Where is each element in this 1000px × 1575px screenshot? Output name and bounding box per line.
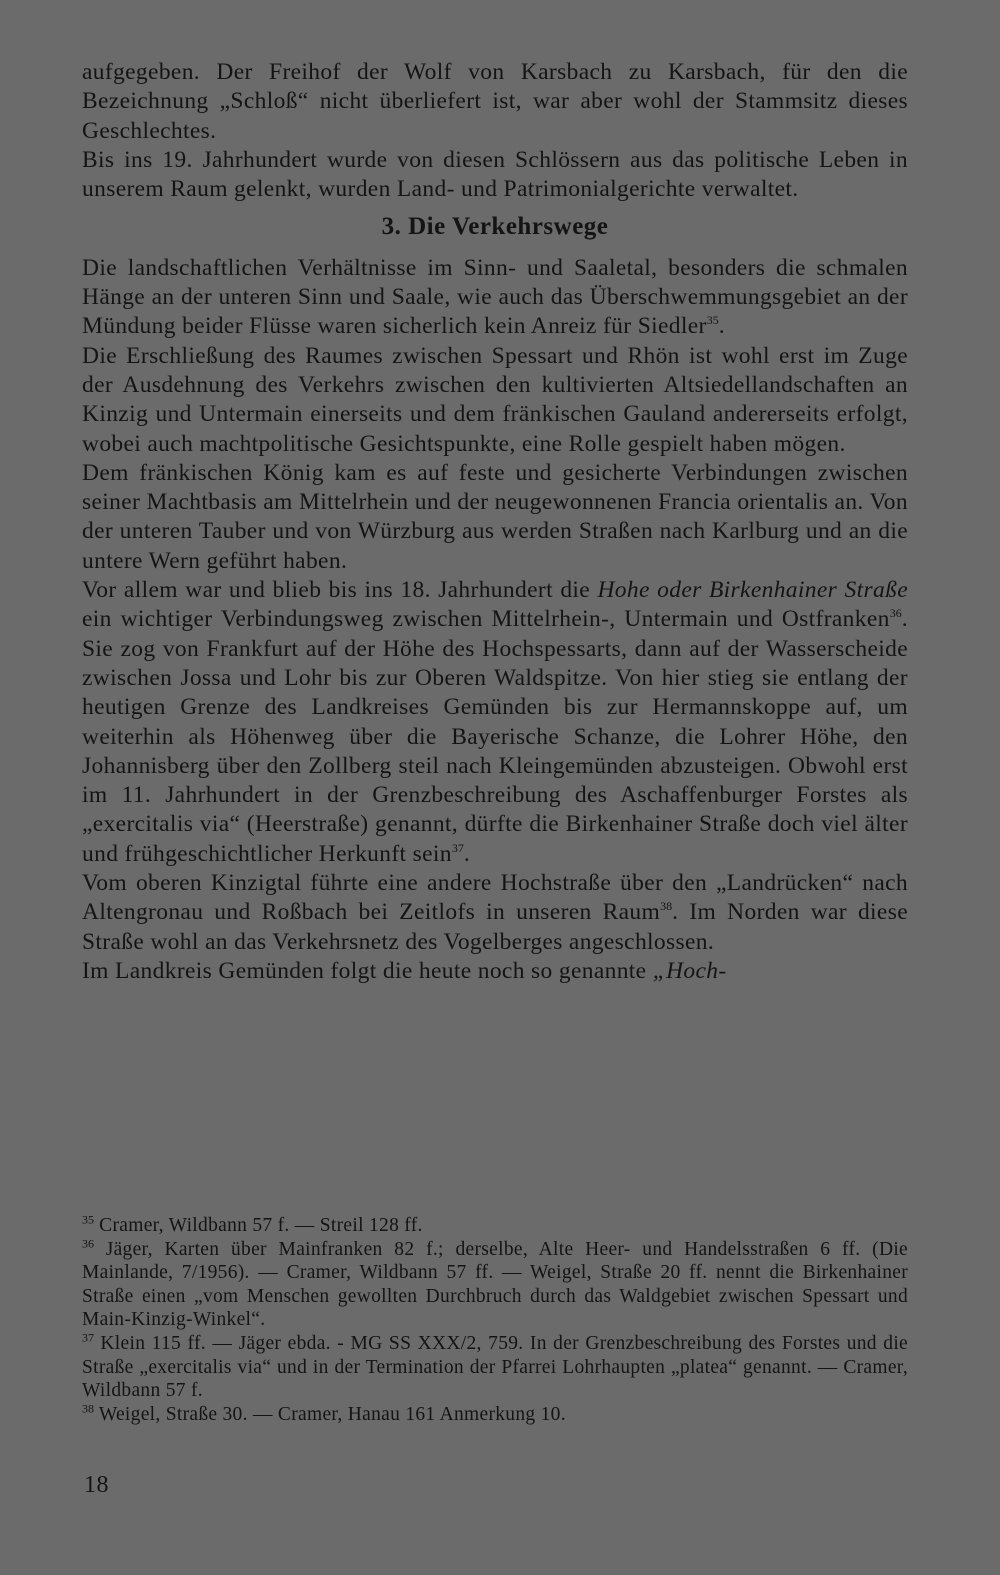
paragraph-text: . Im Norden war diese Straße wohl an das Verkehrsnetz des Vogelberges angeschlossen. [82, 899, 908, 955]
footnote [82, 1403, 908, 1427]
footnote-text: Cramer, Wildbann 57 f. — Streil 128 ff. [94, 1215, 423, 1236]
footnote-ref: 35 [706, 313, 719, 328]
paragraph [82, 576, 908, 869]
footnote [82, 1238, 908, 1332]
paragraph-text: aufgegeben. Der Freihof der Wolf von Karsbach zu Karsbach, für den die Bezeichnung „Schloß“ nicht überliefert ist, war aber wohl der Stammsitz dieses Geschlechtes. [82, 59, 908, 144]
footnote-text: Weigel, Straße 30. — Cramer, Hanau 161 Anmerkung 10. [94, 1403, 566, 1425]
paragraph-text: Vom oberen Kinzigtal führte eine andere Hochstraße über den „Landrücken“ nach Altengronau und Roßbach bei Zeitlofs in unseren Raum [82, 870, 908, 926]
paragraph [82, 869, 908, 957]
paragraph-text: Die landschaftlichen Verhältnisse im Sinn- und Saaletal, besonders die schmalen Hänge an der unteren Sinn und Saale, wie auch das Überschwemmungsgebiet an der Mündung beider Flüsse waren sicherlich kein Anreiz für Siedler [82, 254, 908, 340]
paragraph-text: Vor allem war und blieb bis ins 18. Jahrhundert die [82, 577, 598, 604]
italic-term: Hohe oder Birkenhainer Straße [597, 577, 908, 604]
paragraph-text: Dem fränkischen König kam es auf feste und gesicherte Verbindungen zwischen seiner Machtbasis am Mittelrhein und der neugewonnenen Francia orientalis an. Von der unteren Tauber und von Würzburg aus werden Straßen nach Karlburg und an die untere Wern geführt haben. [82, 459, 908, 574]
footnote-ref: 36 [889, 606, 902, 621]
footnote-text: Klein 115 ff. — Jäger ebda. - MG SS XXX/2, 759. In der Grenzbeschreibung des Forstes und die Straße „exercitalis via“ und in der Termination der Pfarrei Lohrhaupten „platea“ genannt. — Cramer, Wildbann 57 f. [82, 1332, 908, 1402]
paragraph [82, 342, 908, 459]
section-heading: 3. Die Verkehrswege [381, 213, 609, 241]
paragraph-text: Bis ins 19. Jahrhundert wurde von diesen Schlössern aus das politische Leben in unserem Raum gelenkt, wurden Land- und Patrimonialgerichte verwaltet. [82, 146, 908, 203]
paragraph-text: . Sie zog von Frankfurt auf der Höhe des Hochspessarts, dann auf der Wasserscheide zwischen Jossa und Lohr bis zur Oberen Waldspitze. Von hier stieg sie entlang der heutigen Grenze des Landkreises Gemünden bis zur Hermannskoppe auf, um weiterhin als Höhenweg über die Bayerische Schanze, die Lohrer Höhe, den Johannisberg über den Zollberg steil nach Kleingemünden abzusteigen. Obwohl erst im 11. Jahrhundert in der Grenzbeschreibung des Aschaffenburger Forstes als „exercitalis via“ (Heerstraße) genannt, dürfte die Birkenhainer Straße doch viel älter und frühgeschichtlicher Herkunft sein [82, 606, 908, 867]
paragraph-text: . [463, 840, 471, 867]
paragraph [82, 146, 908, 205]
footnote-number: 38 [82, 1401, 94, 1416]
body-text [82, 58, 908, 986]
paragraph-text: ein wichtiger Verbindungsweg zwischen Mittelrhein-, Untermain und Ostfranken [82, 606, 890, 633]
footnotes [82, 1214, 908, 1426]
footnote-ref: 37 [451, 840, 464, 855]
footnote-ref: 38 [660, 899, 673, 914]
italic-term: „Hoch- [652, 957, 727, 984]
footnote [82, 1214, 908, 1238]
paragraph-text: Im Landkreis Gemünden folgt die heute noch so genannte [82, 957, 653, 984]
paragraph [82, 957, 908, 986]
paragraph-text: . [718, 313, 725, 340]
footnote-text: Jäger, Karten über Mainfranken 82 f.; derselbe, Alte Heer- und Handelsstraßen 6 ff. (Die Mainlande, 7/1956). — Cramer, Wildbann 57 ff. — Weigel, Straße 20 ff. nennt die Birkenhainer Straße einen „vom Menschen gewollten Durchbruch durch das Waldgebiet zwischen Spessart und Main-Kinzig-Winkel“. [82, 1238, 908, 1331]
paragraph [82, 58, 908, 146]
paragraph [82, 459, 908, 576]
footnote-number: 36 [82, 1236, 94, 1251]
paragraph-text: Die Erschließung des Raumes zwischen Spessart und Rhön ist wohl erst im Zuge der Ausdehnung des Verkehrs zwischen den kultivierten Altsiedellandschaften an Kinzig und Untermain einerseits und dem fränkischen Gauland andererseits erfolgt, wobei auch machtpolitische Gesichtspunkte, eine Rolle gespielt haben mögen. [82, 342, 908, 457]
paragraph [82, 254, 908, 342]
footnote-number: 35 [82, 1212, 94, 1227]
footnote [82, 1332, 908, 1403]
footnote-number: 37 [82, 1330, 94, 1345]
page-number: 18 [84, 1472, 109, 1498]
